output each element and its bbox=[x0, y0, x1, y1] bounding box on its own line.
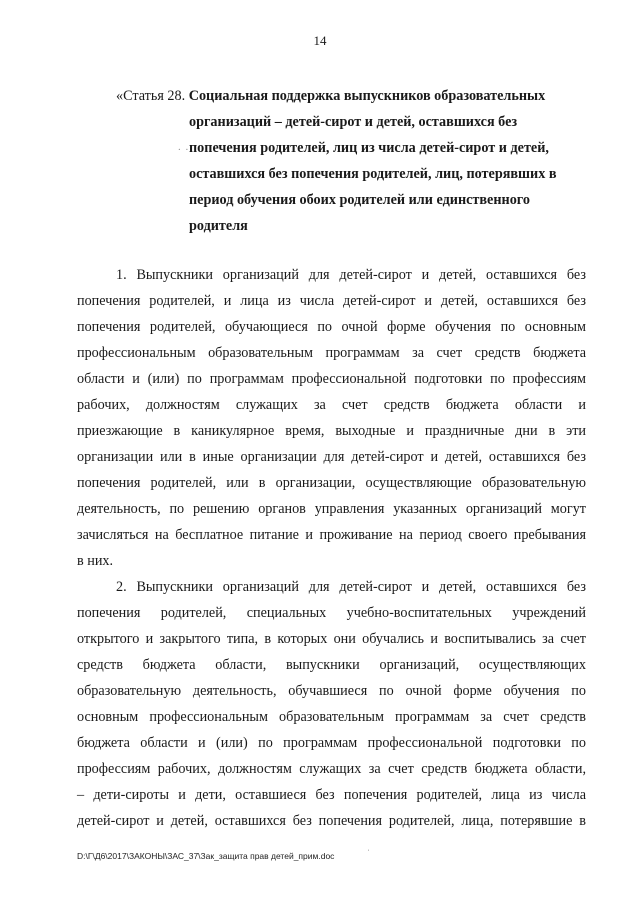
paragraph-line: детей-сирот и детей, оставшихся без попечения родителей, лица, потерявшие в bbox=[77, 813, 586, 829]
paragraph-line: области и (или) по программам профессиональной подготовки по профессиям bbox=[77, 371, 586, 387]
paragraph-line: приезжающие в каникулярное время, выходные и праздничные дни в эти bbox=[77, 423, 586, 439]
paragraph-line: профессиям рабочих, должностям служащих за счет средств бюджета области, bbox=[77, 761, 586, 777]
paragraph-line: профессиональным образовательным программам за счет средств бюджета bbox=[77, 345, 586, 361]
paragraph-line: зачисляться на бесплатное питание и проживание на период своего пребывания bbox=[77, 527, 586, 543]
footer-file-path: D:\Г\Д6\2017\ЗАКОНЫ\ЗАС_37\Зак_защита прав детей_прим.doc bbox=[77, 851, 335, 861]
scan-artifact: . . bbox=[178, 141, 190, 153]
paragraph-line: деятельность, по решению органов управления указанных организаций могут bbox=[77, 501, 586, 517]
scan-artifact: ˈ bbox=[367, 848, 370, 858]
paragraph-line: попечения родителей, специальных учебно-воспитательных учреждений bbox=[77, 605, 586, 621]
paragraph-line: попечения родителей, обучающиеся по очной форме обучения по основным bbox=[77, 319, 586, 335]
paragraph-1 bbox=[77, 262, 586, 574]
paragraph-line: организации или в иные организации для детей-сирот и детей, оставшихся без bbox=[77, 449, 586, 465]
paragraph-line: попечения родителей, или в организации, осуществляющие образовательную bbox=[77, 475, 586, 491]
article-title-line: попечения родителей, лиц из числа детей-сирот и детей, bbox=[189, 140, 549, 156]
document-body bbox=[77, 262, 586, 834]
article-title-line: период обучения обоих родителей или единственного bbox=[189, 192, 530, 208]
article-title-line: оставшихся без попечения родителей, лиц, потерявших в bbox=[189, 166, 557, 182]
article-title-line: организаций – детей-сирот и детей, оставшихся без bbox=[189, 114, 518, 130]
article-title-line: Социальная поддержка выпускников образовательных bbox=[188, 88, 546, 104]
paragraph-line: 2. Выпускники организаций для детей-сирот и детей, оставшихся без bbox=[116, 579, 586, 595]
paragraph-line: 1. Выпускники организаций для детей-сирот и детей, оставшихся без bbox=[116, 267, 586, 283]
paragraph-2 bbox=[77, 574, 586, 834]
page-number: 14 bbox=[313, 33, 327, 48]
article-heading-line-1 bbox=[116, 83, 596, 109]
paragraph-line: в них. bbox=[77, 553, 114, 569]
paragraph-line: образовательную деятельность, обучавшиеся по очной форме обучения по bbox=[77, 683, 586, 699]
article-heading bbox=[116, 83, 596, 239]
article-title-line: родителя bbox=[189, 218, 248, 234]
paragraph-line: средств бюджета области, выпускники организаций, осуществляющих bbox=[77, 657, 586, 673]
article-prefix: «Статья 28. bbox=[116, 88, 186, 104]
paragraph-line: открытого и закрытого типа, в которых они обучались и воспитывались за счет bbox=[77, 631, 586, 647]
paragraph-line: бюджета области и (или) по программам профессиональной подготовки по bbox=[77, 735, 586, 751]
paragraph-line: – дети-сироты и дети, оставшиеся без попечения родителей, лица из числа bbox=[77, 787, 586, 803]
paragraph-line: попечения родителей, и лица из числа детей-сирот и детей, оставшихся без bbox=[77, 293, 586, 309]
paragraph-line: рабочих, должностям служащих за счет средств бюджета области и bbox=[77, 397, 586, 413]
paragraph-line: основным профессиональным образовательным программам за счет средств bbox=[77, 709, 586, 725]
